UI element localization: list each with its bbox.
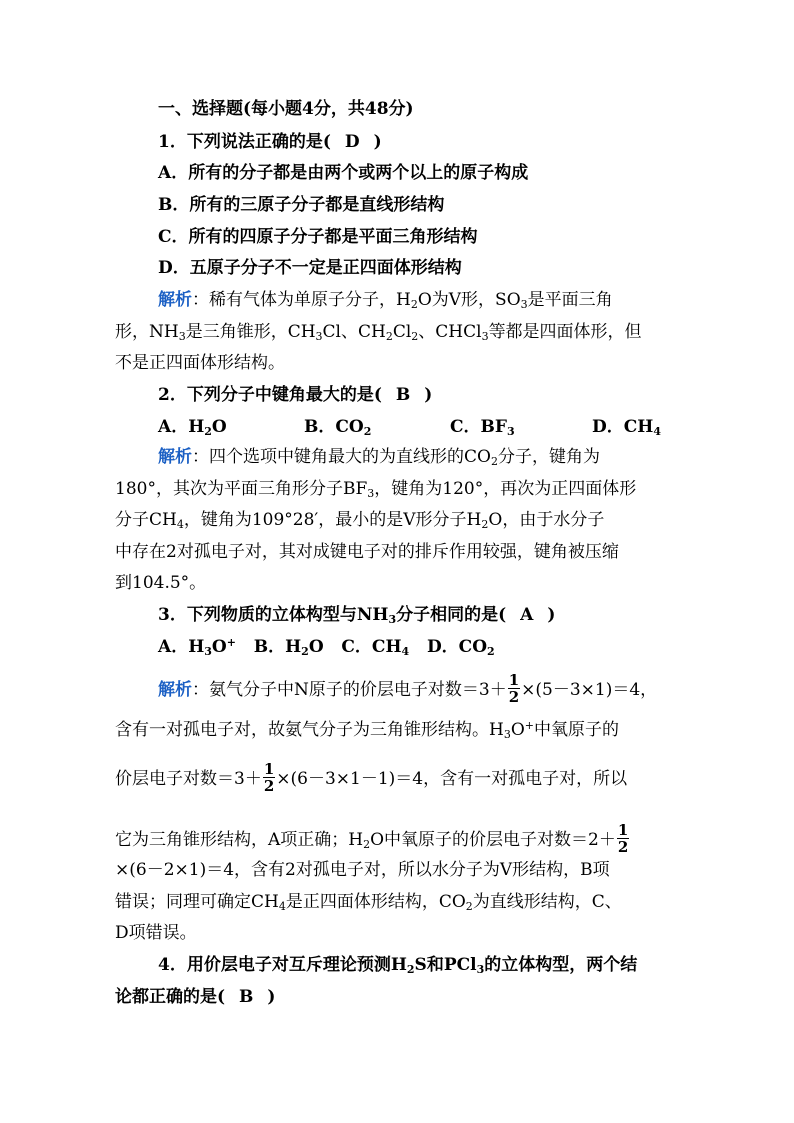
q3-analysis-line4: 它为三角锥形结构，A项正确；$H_2O$中氧原子的价层电子对数＝2＋ $\frac{1}{2}$	[115, 821, 629, 856]
question-1-stem: 1．下列说法正确的是( D )	[158, 132, 382, 152]
q3-analysis-line6: 错误；同理可确定$CH_4$是正四面体形结构，$CO_2$为直线形结构，C、	[115, 892, 622, 913]
q2-option-d: D．$CH_4$	[592, 417, 661, 438]
q3-analysis-line7: D项错误。	[115, 923, 197, 943]
analysis-label: 解析	[158, 290, 192, 310]
question-3-stem: 3．下列物质的立体构型与$NH_3$分子相同的是( A )	[158, 605, 556, 626]
q2-analysis-line2: 180°，其次为平面三角形分子$BF_3$，键角为120°，再次为正四面体形	[115, 479, 637, 500]
q2-analysis-line1: 解析：四个选项中键角最大的为直线形的$CO_2$分子，键角为	[158, 447, 600, 468]
q3-analysis-line2: 含有一对孤电子对，故氨气分子为三角锥形结构。$H_3O^+$中氧原子的	[115, 719, 619, 741]
q2-analysis-line4: 中存在2对孤电子对，其对成键电子对的排斥作用较强，键角被压缩	[115, 542, 619, 562]
q2-option-a: A．$H_2O$	[158, 417, 227, 438]
q1-option-c: C．所有的四原子分子都是平面三角形结构	[158, 227, 478, 247]
question-4-stem-line2: 论都正确的是( B )	[115, 987, 276, 1007]
q3-option-d: D．$CO_2$	[426, 637, 495, 658]
q3-option-a: A．$H_3O^+$	[158, 636, 236, 658]
q1-option-a: A．所有的分子都是由两个或两个以上的原子构成	[158, 163, 529, 183]
analysis-label: 解析	[158, 447, 192, 467]
question-2-stem: 2．下列分子中键角最大的是( B )	[158, 385, 433, 405]
answer-4: B	[239, 987, 254, 1007]
q2-option-b: B．$CO_2$	[304, 417, 372, 438]
q2-option-c: C．$BF_3$	[450, 417, 515, 438]
q3-option-c: C．$CH_4$	[341, 637, 410, 658]
answer-3: A	[520, 605, 534, 625]
q1-analysis-line2: 形，$NH_3$是三角锥形，$CH_3Cl$、$CH_2Cl_2$、CHCl$_3$等都是四面体形，但	[115, 322, 642, 343]
q3-analysis-line3: 价层电子对数＝3＋ $\frac{1}{2}$ ×(6－3×1－1)＝4，含有一对孤电子对，所以	[115, 760, 628, 795]
q1-analysis-line3: 不是正四面体形结构。	[115, 353, 285, 373]
q3-analysis-line5: ×(6－2×1)＝4，含有2对孤电子对，所以水分子为V形结构，B项	[115, 860, 610, 880]
answer-2: B	[395, 385, 411, 405]
q1-option-d: D．五原子分子不一定是正四面体形结构	[158, 258, 462, 278]
q3-analysis-line1: 解析：氨气分子中N原子的价层电子对数＝3＋ $\frac{1}{2}$ ×(5－3×1)＝4，	[158, 671, 658, 706]
fraction-half: $\frac{1}{2}$	[617, 821, 629, 856]
q1-option-b: B．所有的三原子分子都是直线形结构	[158, 195, 445, 215]
analysis-label: 解析	[158, 680, 192, 700]
fraction-half: $\frac{1}{2}$	[263, 760, 275, 795]
q3-option-b: B．$H_2O$	[253, 637, 324, 658]
question-4-stem-line1: 4．用价层电子对互斥理论预测$H_2S$和PCl$_3$的立体构型，两个结	[158, 955, 638, 976]
fraction-half: $\frac{1}{2}$	[508, 671, 520, 706]
answer-1: D	[344, 132, 360, 152]
section-title: 一、选择题(每小题4分，共48分)	[158, 99, 414, 119]
q3-options	[158, 636, 495, 658]
q2-analysis-line3: 分子$CH_4$，键角为109°28′，最小的是V形分子$H_2O$，由于水分子	[115, 510, 605, 531]
q2-analysis-line5: 到104.5°。	[115, 573, 207, 593]
q1-analysis-line1: 解析：稀有气体为单原子分子，$H_2O$为V形，$SO_3$是平面三角	[158, 290, 613, 311]
